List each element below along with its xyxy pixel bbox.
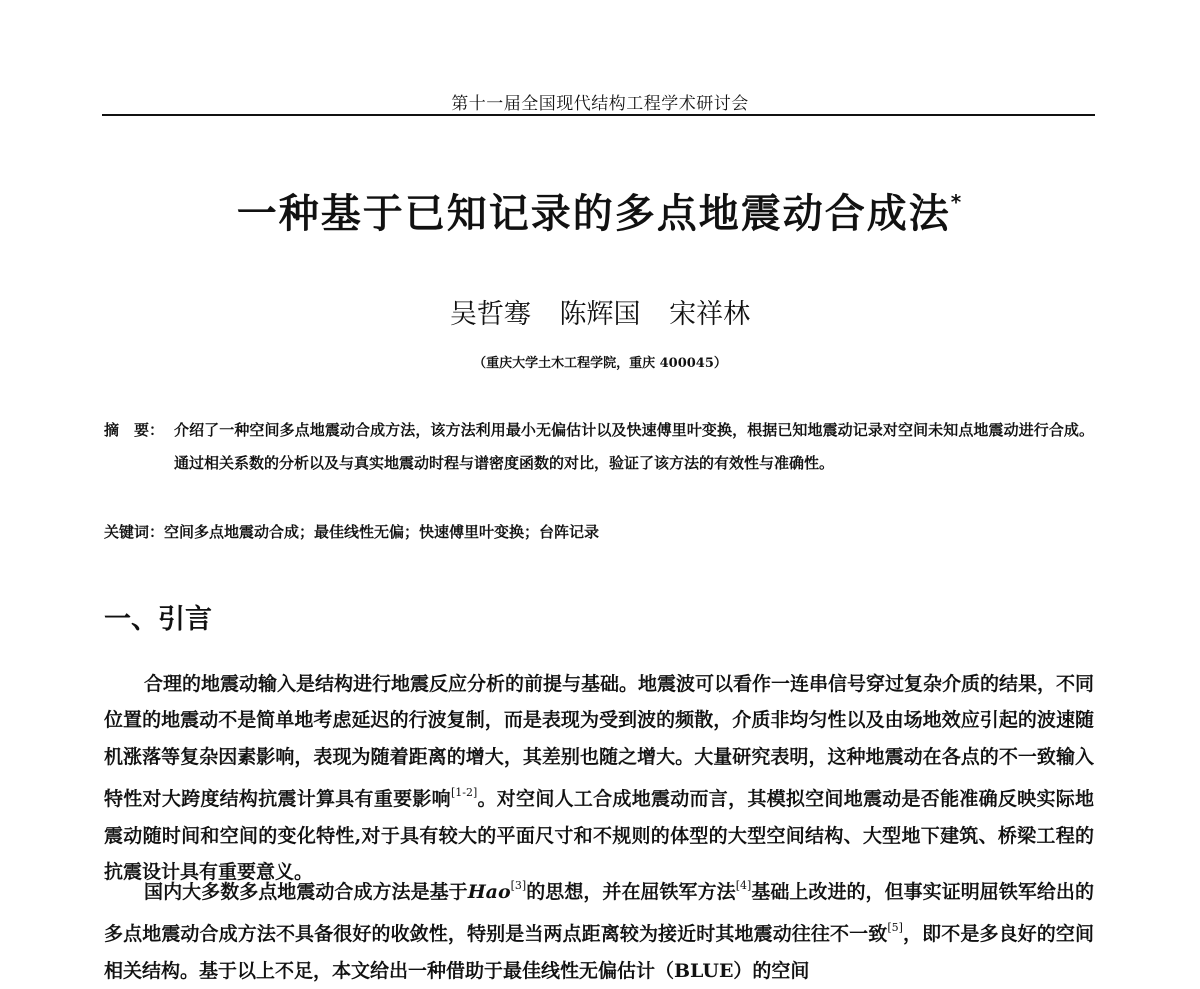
citation-ref: [3]: [510, 879, 527, 892]
author-2: 陈辉国: [559, 299, 641, 330]
author-3: 宋祥林: [669, 299, 751, 330]
keywords-label: 关键词：: [104, 523, 165, 541]
citation-ref: [4]: [735, 879, 752, 892]
keywords: [104, 516, 1094, 549]
paper-title: [0, 182, 1200, 239]
paragraph-2-text-b: 的思想，并在屈铁军方法: [526, 881, 736, 903]
paragraph-2: [104, 868, 1094, 989]
header-rule: [102, 114, 1095, 116]
paragraph-2-text-d: ，即不是多良好的空间相关结构。基于以上不足，本文给出一种借助于最佳线性无偏估计（BLUE）的空间: [104, 923, 1094, 982]
paragraph-2-text-c: 基础上改进的，但事实证明屈铁军给出的多点地震动合成方法不具备很好的收敛性，特别是当两点距离较为接近时其地震动往往不一致: [104, 881, 1094, 946]
section-heading: 一、引言: [104, 604, 212, 635]
abstract: [104, 414, 1094, 480]
citation-ref: [5]: [887, 921, 903, 935]
affiliation: （重庆大学土木工程学院，重庆 400045）: [473, 356, 727, 371]
paragraph-1-text-a: 合理的地震动输入是结构进行地震反应分析的前提与基础。地震波可以看作一连串信号穿过复杂介质的结果，不同位置的地震动不是简单地考虑延迟的行波复制，而是表现为受到波的频散，介质非均匀性以及由场地效应引起的波速随机涨落等复杂因素影响，表现为随着距离的增大，其差别也随之增大。大量研究表明，这种地震动在各点的不一致输入特性对大跨度结构抗震计算具有重要影响: [104, 673, 1095, 811]
author-name-hao: Hao: [467, 881, 511, 903]
paragraph-1-text-b: 。对空间人工合成地震动而言，其模拟空间地震动是否能准确反映实际地震动随时间和空间的变化特性,对于具有较大的平面尺寸和不规则的体型的大型空间结构、大型地下建筑、桥梁工程的抗震设计具有重要意义。: [104, 788, 1094, 884]
author-list: [0, 292, 1200, 331]
paragraph-2-text-a: 国内大多数多点地震动合成方法是基于: [144, 881, 468, 903]
abstract-label: 摘 要：: [104, 421, 165, 439]
keywords-text: 空间多点地震动合成；最佳线性无偏；快速傅里叶变换；台阵记录: [164, 523, 600, 541]
citation-ref: [1-2]: [450, 786, 478, 800]
running-header: 第十一届全国现代结构工程学术研讨会: [451, 94, 749, 114]
paper-title-text: 一种基于已知记录的多点地震动合成法: [236, 191, 951, 237]
paragraph-1: [104, 666, 1094, 890]
author-1: 吴哲骞: [449, 299, 531, 330]
title-footnote-mark: *: [950, 190, 964, 214]
abstract-text: 介绍了一种空间多点地震动合成方法，该方法利用最小无偏估计以及快速傅里叶变换，根据已知地震动记录对空间未知点地震动进行合成。通过相关系数的分析以及与真实地震动时程与谱密度函数的对比，验证了该方法的有效性与准确性。: [174, 421, 1094, 472]
